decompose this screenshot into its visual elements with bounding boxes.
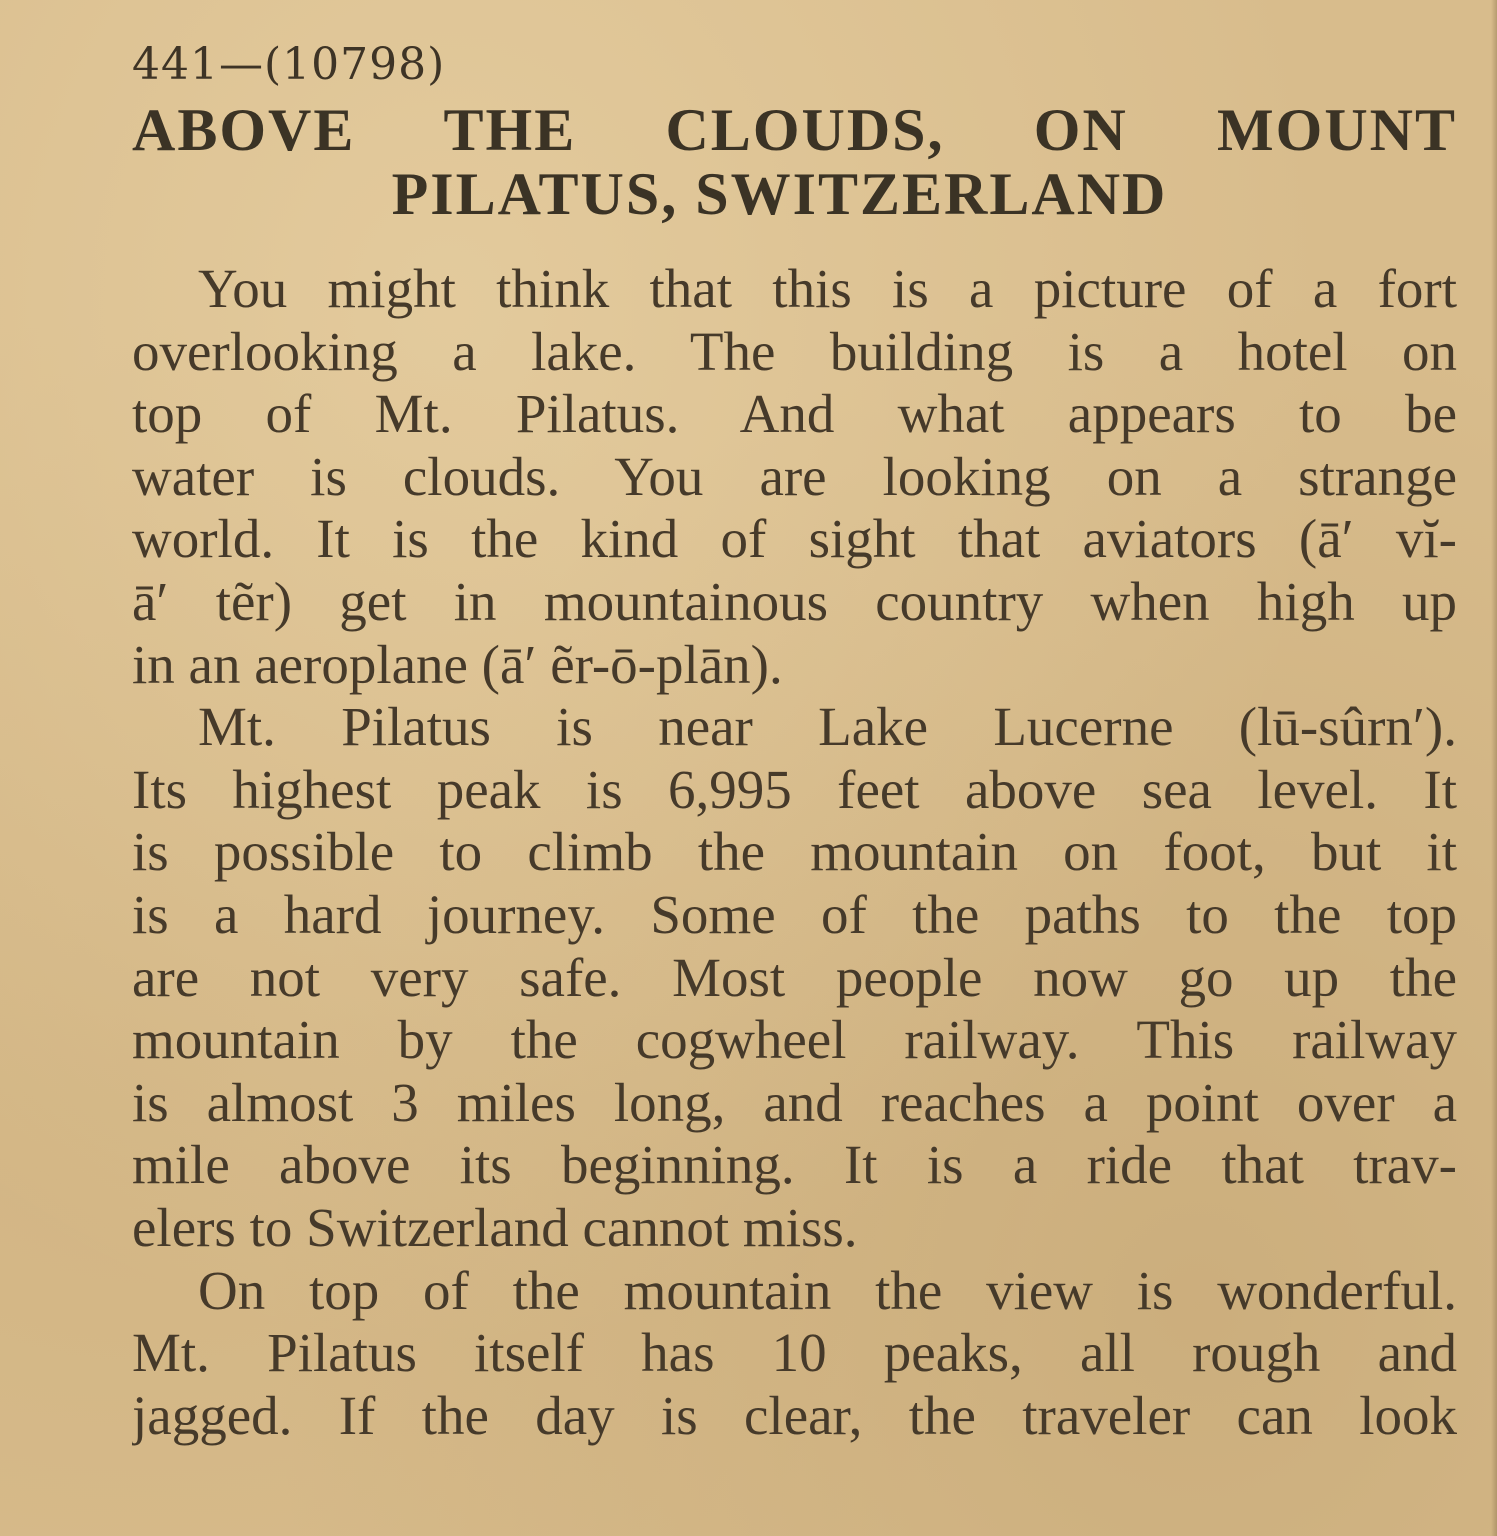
paragraph-2-line: are not very safe. Most people now go up the — [132, 946, 1457, 1008]
paragraph-1-line: top of Mt. Pilatus. And what appears to be — [132, 383, 1457, 445]
paragraph-1-line: ā′ tẽr) get in mountainous country when high up — [132, 570, 1457, 632]
paragraph-2-line: elers to Switzerland cannot miss. — [132, 1196, 858, 1258]
paragraph-2-line: mountain by the cogwheel railway. This railway — [132, 1009, 1457, 1071]
paragraph-2-line: is a hard journey. Some of the paths to the top — [132, 883, 1457, 945]
paragraph-3-line: jagged. If the day is clear, the traveler can look — [132, 1384, 1457, 1446]
card-title-line-1: ABOVE THE CLOUDS, ON MOUNT — [132, 98, 1457, 162]
card-title-line-2: PILATUS, SWITZERLAND — [391, 162, 1168, 226]
paragraph-2-line: is possible to climb the mountain on foot, but it — [132, 821, 1457, 883]
card-edge-shadow — [1491, 0, 1497, 1536]
paragraph-2-line: mile above its beginning. It is a ride that trav- — [132, 1134, 1457, 1196]
paragraph-1-line: You might think that this is a picture of a fort — [198, 258, 1457, 319]
paragraph-3-line: Mt. Pilatus itself has 10 peaks, all rough and — [132, 1322, 1457, 1384]
paragraph-3-line: On top of the mountain the view is wonderful. — [198, 1259, 1457, 1321]
paragraph-2-line: is almost 3 miles long, and reaches a point over a — [132, 1071, 1457, 1133]
card-number: 441—(10798) — [132, 39, 446, 90]
card-title — [132, 98, 1457, 226]
paragraph-2-line: Its highest peak is 6,995 feet above sea level. It — [132, 758, 1457, 820]
paragraph-1-line: in an aeroplane (ā′ ẽr-ō-plān). — [132, 633, 783, 695]
paragraph-2-line: Mt. Pilatus is near Lake Lucerne (lū-sûrn′). — [198, 696, 1457, 758]
paragraph-1-line: overlooking a lake. The building is a hotel on — [132, 320, 1457, 382]
paragraph-1-line: world. It is the kind of sight that aviators (ā′ vĭ- — [132, 508, 1457, 570]
paragraph-1-line: water is clouds. You are looking on a strange — [132, 445, 1457, 507]
card-body-text — [132, 258, 1457, 1447]
